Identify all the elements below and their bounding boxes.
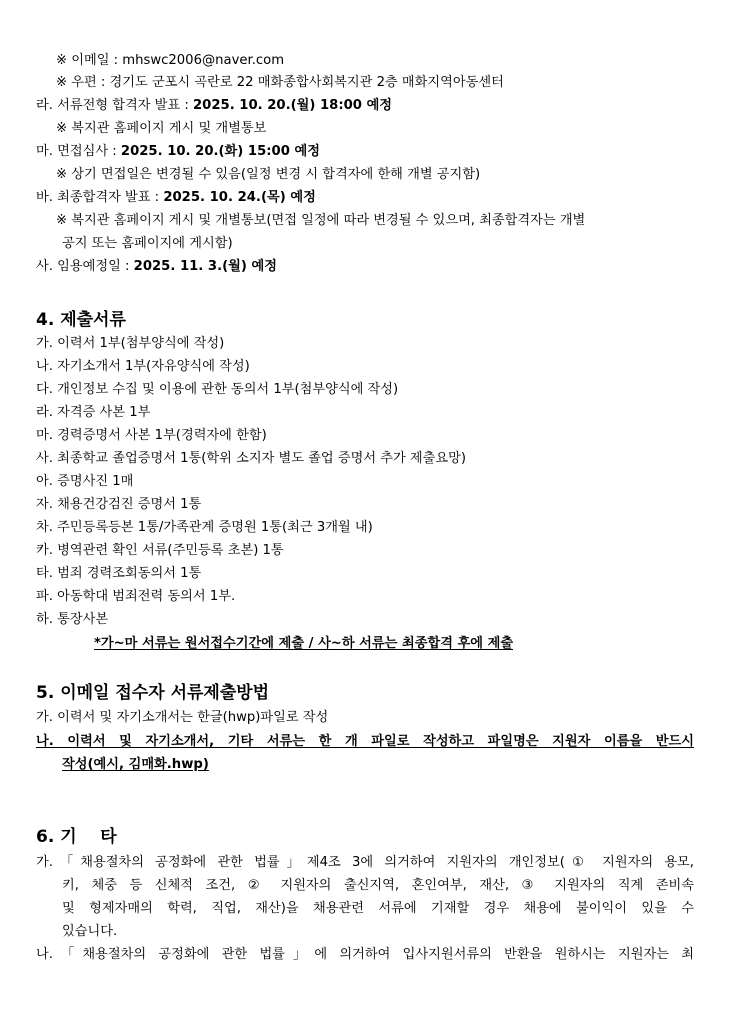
ra-label: 라. 서류전형 합격자 발표 : <box>36 98 193 113</box>
post-note: ※ 우편 : 경기도 군포시 곡란로 22 매화종합사회복지관 2층 매화지역아동센터 <box>56 75 504 90</box>
doc-item: 파. 아동학대 범죄전력 동의서 1부. <box>36 589 236 604</box>
etc-ga-4: 있습니다. <box>62 924 118 939</box>
doc-item: 가. 이력서 1부(첨부양식에 작성) <box>36 336 225 351</box>
doc-item: 마. 경력증명서 사본 1부(경력자에 한함) <box>36 428 267 443</box>
doc-item: 카. 병역관련 확인 서류(주민등록 초본) 1통 <box>36 543 284 558</box>
ra-note: ※ 복지관 홈페이지 게시 및 개별통보 <box>56 121 267 136</box>
ra-date: 2025. 10. 20.(월) 18:00 예정 <box>193 98 393 113</box>
doc-item: 다. 개인정보 수집 및 이용에 관한 동의서 1부(첨부양식에 작성) <box>36 382 399 397</box>
doc-item: 자. 채용건강검진 증명서 1통 <box>36 497 202 512</box>
ba-date: 2025. 10. 24.(목) 예정 <box>163 190 316 205</box>
ma-note: ※ 상기 면접일은 변경될 수 있음(일정 변경 시 합격자에 한해 개별 공지함) <box>56 167 481 182</box>
etc-ga-2: 키, 체중 등 신체적 조건, ② 지원자의 출신지역, 혼인여부, 재산, ③ 지원자의 직계 존비속 <box>62 878 694 893</box>
ba-note-2: 공지 또는 홈페이지에 게시함) <box>62 236 233 251</box>
sa-line <box>36 256 277 278</box>
section-6-title <box>36 825 117 849</box>
sa-date: 2025. 11. 3.(월) 예정 <box>133 259 277 274</box>
section-6-title-text: 6. 기 타 <box>36 827 117 847</box>
email-item-na-1: 나. 이력서 및 자기소개서, 기타 서류는 한 개 파일로 작성하고 파일명은 지원자 이름을 반드시 <box>36 734 694 749</box>
doc-item: 나. 자기소개서 1부(자유양식에 작성) <box>36 359 250 374</box>
doc-item: 하. 통장사본 <box>36 612 109 627</box>
ma-date: 2025. 10. 20.(화) 15:00 예정 <box>120 144 320 159</box>
ra-line <box>36 95 392 117</box>
section-4-title: 4. 제출서류 <box>36 310 126 330</box>
etc-na-1: 나.「채용절차의 공정화에 관한 법률」에 의거하여 입사지원서류의 반환을 원하시는 지원자는 최 <box>36 947 694 962</box>
ma-label: 마. 면접심사 : <box>36 144 121 159</box>
doc-item: 사. 최종학교 졸업증명서 1통(학위 소지자 별도 졸업 증명서 추가 제출요망) <box>36 451 467 466</box>
ba-note-1: ※ 복지관 홈페이지 게시 및 개별통보(면접 일정에 따라 변경될 수 있으며, 최종합격자는 개별 <box>56 213 586 228</box>
doc-item: 타. 범죄 경력조회동의서 1통 <box>36 566 202 581</box>
ba-line <box>36 187 316 209</box>
email-item-na-2: 작성(예시, 김매화.hwp) <box>62 757 209 772</box>
etc-ga-3: 및 형제자매의 학력, 직업, 재산)을 채용관련 서류에 기재할 경우 채용에 불이익이 있을 수 <box>62 901 694 916</box>
doc-footnote: *가~마 서류는 원서접수기간에 제출 / 사~하 서류는 최종합격 후에 제출 <box>94 636 514 651</box>
email-note: ※ 이메일 : mhswc2006@naver.com <box>56 53 285 68</box>
doc-item: 차. 주민등록등본 1통/가족관계 증명원 1통(최근 3개월 내) <box>36 520 373 535</box>
section-5-title: 5. 이메일 접수자 서류제출방법 <box>36 683 270 703</box>
ma-line <box>36 141 320 163</box>
doc-item: 라. 자격증 사본 1부 <box>36 405 151 420</box>
etc-ga-1: 가.「채용절차의 공정화에 관한 법률」제4조 3에 의거하여 지원자의 개인정보(① 지원자의 용모, <box>36 855 694 870</box>
sa-label: 사. 임용예정일 : <box>36 259 134 274</box>
email-item-ga: 가. 이력서 및 자기소개서는 한글(hwp)파일로 작성 <box>36 710 329 725</box>
doc-item: 아. 증명사진 1매 <box>36 474 134 489</box>
ba-label: 바. 최종합격자 발표 : <box>36 190 164 205</box>
